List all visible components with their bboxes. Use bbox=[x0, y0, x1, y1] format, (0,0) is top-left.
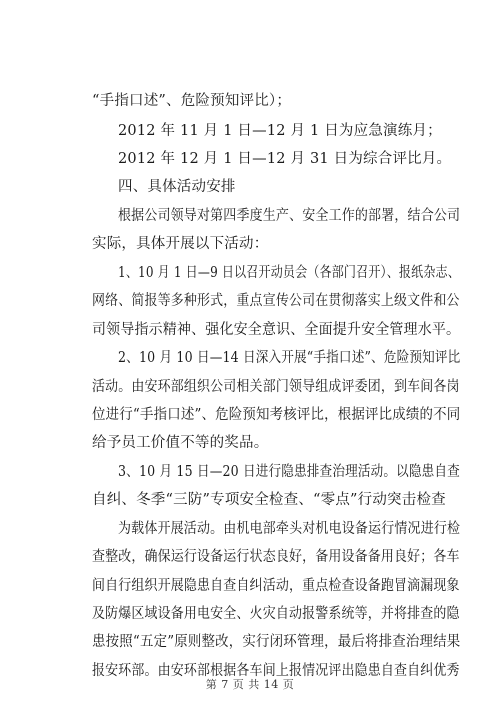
text-line: 自纠、冬季“三防”专项安全检查、“零点”行动突击检查 bbox=[92, 492, 446, 508]
text-line: 为载体开展活动。由机电部牵头对机电设备运行情况进行检 bbox=[118, 521, 461, 537]
text-line: 给予员工价值不等的奖品。 bbox=[92, 435, 269, 451]
text-line: 司领导指示精神、强化安全意识、全面提升安全管理水平。 bbox=[92, 322, 461, 338]
text-line: “手指口述”、危险预知评比）； bbox=[92, 93, 292, 109]
text-line: 2012 年 11 月 1 日—12 月 1 日为应急演练月； bbox=[118, 123, 442, 139]
text-line: 实际，具体开展以下活动： bbox=[92, 236, 269, 252]
text-line: 网络、简报等多种形式，重点宣传公司在贯彻落实上级文件和公 bbox=[92, 293, 460, 309]
text-line: 报安环部。由安环部根据各车间上报情况评出隐患自查自纠优秀 bbox=[92, 663, 460, 679]
text-line: 及防爆区域设备用电安全、火灾自动报警系统等，并将排查的隐 bbox=[92, 606, 460, 622]
page-footer: 第 7 页 共 14 页 bbox=[205, 678, 295, 691]
section-heading: 四、具体活动安排 bbox=[118, 179, 236, 195]
text-line: 位进行“手指口述”、危险预知考核评比，根据评比成绩的不同 bbox=[92, 407, 461, 423]
text-line: 2、10 月 10 日—14 日深入开展“手指口述”、危险预知评比 bbox=[118, 350, 461, 366]
text-line: 2012 年 12 月 1 日—12 月 31 日为综合评比月。 bbox=[118, 151, 452, 167]
text-line: 查整改，确保运行设备运行状态良好，备用设备备用良好；各车 bbox=[92, 549, 460, 565]
text-line: 根据公司领导对第四季度生产、安全工作的部署，结合公司 bbox=[118, 208, 461, 224]
text-line: 患按照“五定”原则整改，实行闭环管理，最后将排查治理结果 bbox=[92, 634, 461, 650]
text-line: 活动。由安环部组织公司相关部门领导组成评委团，到车间各岗 bbox=[92, 379, 460, 395]
text-line: 间自行组织开展隐患自查自纠活动，重点检查设备跑冒滴漏现象 bbox=[92, 578, 460, 594]
text-line: 1、10 月 1 日—9 日以召开动员会（各部门召开）、报纸杂志、 bbox=[118, 265, 460, 281]
text-line: 3、10 月 15 日—20 日进行隐患排查治理活动。以隐患自查 bbox=[118, 464, 460, 480]
